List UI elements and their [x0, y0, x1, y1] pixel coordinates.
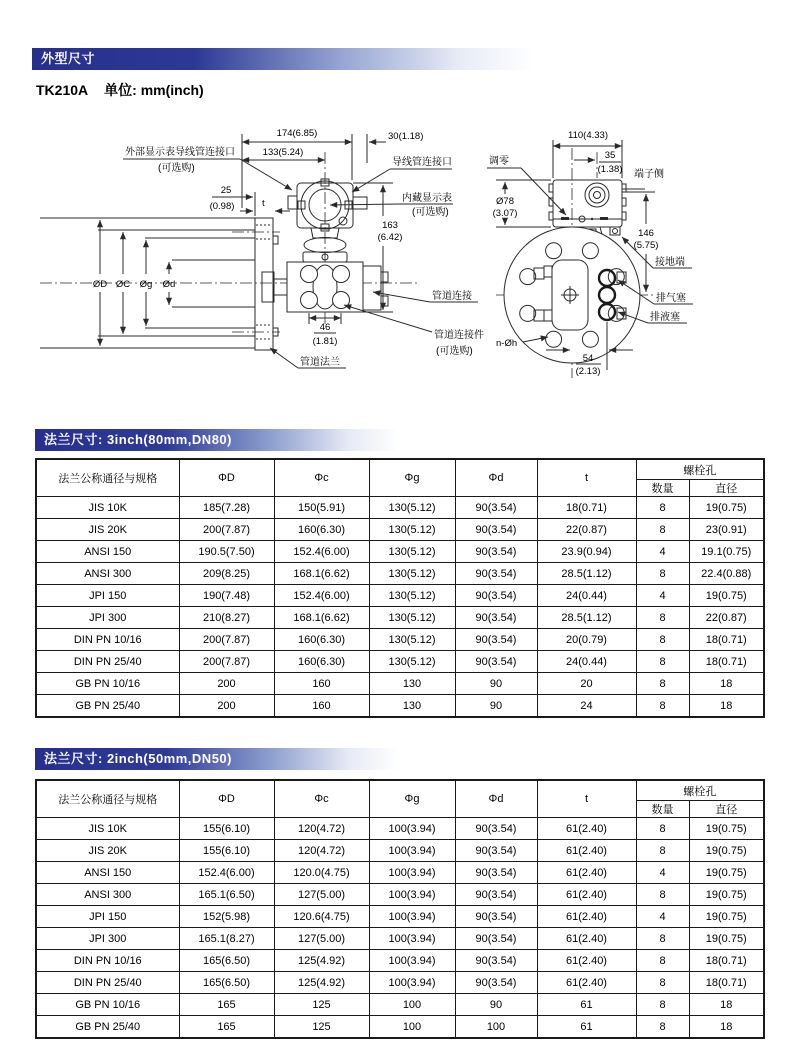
table-cell: 19(0.75) — [689, 906, 764, 928]
table-cell: 90(3.54) — [455, 818, 537, 840]
table-cell: 168.1(6.62) — [274, 607, 369, 629]
table-row — [36, 541, 764, 563]
table-cell: 90(3.54) — [455, 629, 537, 651]
table-cell: 130(5.12) — [369, 651, 455, 673]
table1-title: 法兰尺寸: 3inch(80mm,DN80) — [44, 432, 232, 447]
table-cell: 4 — [636, 585, 689, 607]
table-cell: 120(4.72) — [274, 818, 369, 840]
column-header-c: Φc — [274, 780, 369, 818]
label-internal-display-note: (可选购) — [412, 207, 449, 218]
table-cell: 90 — [455, 673, 537, 695]
table-cell: 8 — [636, 994, 689, 1016]
table-cell: 90(3.54) — [455, 972, 537, 994]
flange-table-2inch — [35, 779, 765, 1039]
label-pipe-connector-note: (可选购) — [436, 346, 473, 357]
table-cell: 61 — [537, 994, 636, 1016]
dim-25-inch-label: (0.98) — [209, 201, 235, 212]
table-cell: GB PN 10/16 — [36, 994, 179, 1016]
table-cell: 100(3.94) — [369, 818, 455, 840]
dim-54-label: 54 — [582, 353, 594, 364]
table-cell: 100(3.94) — [369, 884, 455, 906]
column-header-t: t — [537, 459, 636, 497]
dim-174-label: 174(6.85) — [276, 128, 318, 139]
table-cell: DIN PN 10/16 — [36, 629, 179, 651]
column-header-qty: 数量 — [636, 480, 689, 497]
label-vent-plug: 排气塞 — [656, 293, 686, 304]
table-cell: 185(7.28) — [179, 497, 274, 519]
table-cell: 130(5.12) — [369, 585, 455, 607]
label-pipe-flange: 管道法兰 — [300, 357, 340, 368]
table-cell: 155(6.10) — [179, 818, 274, 840]
column-header-t: t — [537, 780, 636, 818]
table-cell: 165(6.50) — [179, 950, 274, 972]
dia-g-label: Øg — [139, 279, 153, 290]
dim-t-label: t — [262, 198, 265, 209]
table-cell: 125(4.92) — [274, 972, 369, 994]
table-cell: 190.5(7.50) — [179, 541, 274, 563]
table-cell: 19(0.75) — [689, 497, 764, 519]
table2-title-bar — [35, 748, 763, 770]
table-cell: 22.4(0.88) — [689, 563, 764, 585]
table-cell: 8 — [636, 818, 689, 840]
table-cell: 18(0.71) — [537, 497, 636, 519]
table-row — [36, 884, 764, 906]
dim-78-label: Ø78 — [496, 196, 514, 207]
table-row — [36, 585, 764, 607]
table-cell: 160(6.30) — [274, 629, 369, 651]
table-cell: 19(0.75) — [689, 585, 764, 607]
table-row — [36, 673, 764, 695]
table-row — [36, 862, 764, 884]
table-cell: DIN PN 25/40 — [36, 651, 179, 673]
label-drain-plug: 排液塞 — [650, 312, 680, 323]
table-cell: 100 — [455, 1016, 537, 1039]
table-cell: 100(3.94) — [369, 862, 455, 884]
label-external-display: 外部显示表导线管连接口 — [125, 147, 235, 158]
table-row — [36, 972, 764, 994]
table-row — [36, 607, 764, 629]
table-cell: JIS 10K — [36, 818, 179, 840]
dim-110-label: 110(4.33) — [568, 130, 608, 141]
table-cell: 8 — [636, 607, 689, 629]
table-cell: 18(0.71) — [689, 651, 764, 673]
table-cell: 130(5.12) — [369, 563, 455, 585]
table-cell: 20 — [537, 673, 636, 695]
table-cell: 90(3.54) — [455, 906, 537, 928]
table-cell: 90 — [455, 695, 537, 718]
table-cell: 90(3.54) — [455, 862, 537, 884]
table-cell: 100(3.94) — [369, 906, 455, 928]
table-cell: 125(4.92) — [274, 950, 369, 972]
table-cell: 28.5(1.12) — [537, 607, 636, 629]
table-cell: 100(3.94) — [369, 972, 455, 994]
table-cell: JPI 300 — [36, 607, 179, 629]
table-cell: 90(3.54) — [455, 884, 537, 906]
table-cell: GB PN 25/40 — [36, 695, 179, 718]
table-cell: 8 — [636, 695, 689, 718]
label-internal-display: 内藏显示表 — [402, 193, 452, 204]
table-cell: 28.5(1.12) — [537, 563, 636, 585]
table-cell: 18(0.71) — [689, 629, 764, 651]
table-cell: 120.0(4.75) — [274, 862, 369, 884]
table-cell: 150(5.91) — [274, 497, 369, 519]
dim-35-inch-label: (1.38) — [597, 164, 623, 175]
column-header-c: Φc — [274, 459, 369, 497]
table-row — [36, 994, 764, 1016]
table-cell: 200(7.87) — [179, 629, 274, 651]
table-cell: JIS 20K — [36, 840, 179, 862]
table-cell: 24 — [537, 695, 636, 718]
column-header-qty: 数量 — [636, 801, 689, 818]
table-cell: 22(0.87) — [537, 519, 636, 541]
table-cell: 130 — [369, 673, 455, 695]
label-external-display-note: (可选购) — [158, 163, 195, 174]
dim-146-inch-label: (5.75) — [633, 240, 659, 251]
table-row — [36, 906, 764, 928]
dim-78-inch-label: (3.07) — [492, 208, 518, 219]
table2-title: 法兰尺寸: 2inch(50mm,DN50) — [44, 751, 232, 766]
column-header-d: Φd — [455, 780, 537, 818]
table-cell: 209(8.25) — [179, 563, 274, 585]
table-cell: 127(5.00) — [274, 884, 369, 906]
label-zero-adjust: 调零 — [489, 156, 509, 167]
table-cell: 160(6.30) — [274, 519, 369, 541]
column-header-spec: 法兰公称通径与规格 — [36, 459, 179, 497]
dim-35-label: 35 — [604, 150, 616, 161]
table-row — [36, 695, 764, 718]
table-cell: 4 — [636, 541, 689, 563]
table-cell: 19(0.75) — [689, 862, 764, 884]
dim-54-inch-label: (2.13) — [575, 366, 601, 377]
table-row — [36, 818, 764, 840]
table-cell: 165(6.50) — [179, 972, 274, 994]
table-cell: 61(2.40) — [537, 972, 636, 994]
mounting-flange-outline — [504, 227, 640, 363]
table-cell: 130(5.12) — [369, 629, 455, 651]
table-cell: ANSI 150 — [36, 862, 179, 884]
table-cell: 61(2.40) — [537, 950, 636, 972]
table-cell: 61(2.40) — [537, 840, 636, 862]
table-cell: 152(5.98) — [179, 906, 274, 928]
column-header-g: Φg — [369, 780, 455, 818]
table-cell: 90(3.54) — [455, 497, 537, 519]
table-cell: 100(3.94) — [369, 950, 455, 972]
table-cell: 120(4.72) — [274, 840, 369, 862]
table-cell: 61(2.40) — [537, 884, 636, 906]
table-cell: 8 — [636, 884, 689, 906]
table-cell: 160 — [274, 673, 369, 695]
flange-table-3inch — [35, 458, 765, 718]
model-number: TK210A — [36, 82, 89, 98]
dim-46-label: 46 — [319, 322, 331, 333]
table-cell: 210(8.27) — [179, 607, 274, 629]
table-cell: ANSI 300 — [36, 884, 179, 906]
table-cell: 23(0.91) — [689, 519, 764, 541]
column-header-d: Φd — [455, 459, 537, 497]
table-cell: 19(0.75) — [689, 928, 764, 950]
table-cell: 8 — [636, 1016, 689, 1039]
table-cell: 165.1(6.50) — [179, 884, 274, 906]
table-cell: 200 — [179, 695, 274, 718]
table-cell: 200 — [179, 673, 274, 695]
table-cell: 19.1(0.75) — [689, 541, 764, 563]
dim-46-inch-label: (1.81) — [312, 336, 338, 347]
table-row — [36, 1016, 764, 1039]
table-row — [36, 928, 764, 950]
pipe-flange-plate — [255, 218, 278, 350]
table-cell: 200(7.87) — [179, 519, 274, 541]
dim-30-label: 30(1.18) — [388, 131, 424, 142]
table-cell: 8 — [636, 840, 689, 862]
column-header-dia: 直径 — [689, 801, 764, 818]
table-cell: DIN PN 25/40 — [36, 972, 179, 994]
table-row — [36, 497, 764, 519]
table-cell: JPI 150 — [36, 585, 179, 607]
dia-D-label: ØD — [92, 279, 108, 290]
table-cell: 8 — [636, 629, 689, 651]
table-cell: 130(5.12) — [369, 541, 455, 563]
column-header-bolt-holes: 螺栓孔 — [636, 780, 764, 801]
dim-25-label: 25 — [220, 185, 232, 196]
dim-146-label: 146 — [638, 228, 654, 239]
table-cell: 19(0.75) — [689, 818, 764, 840]
table-cell: 90 — [455, 994, 537, 1016]
table-cell: 165 — [179, 994, 274, 1016]
table-cell: 18(0.71) — [689, 950, 764, 972]
table-cell: 23.9(0.94) — [537, 541, 636, 563]
table-cell: 120.6(4.75) — [274, 906, 369, 928]
table-cell: 90(3.54) — [455, 950, 537, 972]
table-cell: 165 — [179, 1016, 274, 1039]
table-cell: 24(0.44) — [537, 585, 636, 607]
dim-163-inch-label: (6.42) — [377, 232, 403, 243]
table-cell: 152.4(6.00) — [274, 541, 369, 563]
table-cell: 90(3.54) — [455, 563, 537, 585]
dim-133-label: 133(5.24) — [262, 147, 304, 158]
column-header-dia: 直径 — [689, 480, 764, 497]
table-cell: 61(2.40) — [537, 928, 636, 950]
table-cell: 18 — [689, 994, 764, 1016]
table-cell: 8 — [636, 497, 689, 519]
column-header-g: Φg — [369, 459, 455, 497]
label-pipe-connector: 管道连接件 — [434, 330, 484, 341]
table-cell: 155(6.10) — [179, 840, 274, 862]
table-cell: 90(3.54) — [455, 519, 537, 541]
unit-label: 单位: mm(inch) — [104, 82, 204, 98]
table-cell: 19(0.75) — [689, 884, 764, 906]
table-cell: ANSI 150 — [36, 541, 179, 563]
table-row — [36, 519, 764, 541]
section-title: 外型尺寸 — [41, 51, 96, 66]
table-cell: 90(3.54) — [455, 541, 537, 563]
table-cell: 168.1(6.62) — [274, 563, 369, 585]
table-cell: 4 — [636, 906, 689, 928]
table-cell: 190(7.48) — [179, 585, 274, 607]
table-cell: 200(7.87) — [179, 651, 274, 673]
table-cell: 24(0.44) — [537, 651, 636, 673]
table-row — [36, 651, 764, 673]
table-cell: 100 — [369, 1016, 455, 1039]
table-cell: 100(3.94) — [369, 928, 455, 950]
table-row — [36, 950, 764, 972]
table-row — [36, 563, 764, 585]
table-row — [36, 840, 764, 862]
table-cell: 127(5.00) — [274, 928, 369, 950]
table-cell: 90(3.54) — [455, 651, 537, 673]
table-cell: 125 — [274, 1016, 369, 1039]
table-cell: 4 — [636, 862, 689, 884]
table-cell: 90(3.54) — [455, 928, 537, 950]
table-cell: 125 — [274, 994, 369, 1016]
label-pipe-connection: 管道连接 — [432, 291, 472, 302]
table-cell: 90(3.54) — [455, 607, 537, 629]
table-cell: 160 — [274, 695, 369, 718]
table-cell: 90(3.54) — [455, 840, 537, 862]
section-header-bar — [32, 48, 770, 70]
table-cell: 165.1(8.27) — [179, 928, 274, 950]
table-cell: 8 — [636, 651, 689, 673]
label-conduit-port: 导线管连接口 — [392, 157, 452, 168]
table-cell: 130 — [369, 695, 455, 718]
table-cell: 22(0.87) — [689, 607, 764, 629]
table-cell: JPI 150 — [36, 906, 179, 928]
table-cell: 8 — [636, 972, 689, 994]
table-cell: 20(0.79) — [537, 629, 636, 651]
table1-title-bar — [35, 429, 763, 451]
column-header-spec: 法兰公称通径与规格 — [36, 780, 179, 818]
table-cell: JIS 10K — [36, 497, 179, 519]
dia-d-label: Ød — [162, 279, 176, 290]
table-cell: 18 — [689, 1016, 764, 1039]
table-cell: 18(0.71) — [689, 972, 764, 994]
dimension-drawing — [0, 108, 800, 408]
table-cell: 61(2.40) — [537, 862, 636, 884]
table-cell: 18 — [689, 673, 764, 695]
table-cell: 160(6.30) — [274, 651, 369, 673]
table-cell: 100(3.94) — [369, 840, 455, 862]
table-cell: 130(5.12) — [369, 607, 455, 629]
label-ground-terminal: 接地端 — [655, 257, 685, 268]
table-cell: 61(2.40) — [537, 818, 636, 840]
column-header-D: ΦD — [179, 780, 274, 818]
table-cell: 18 — [689, 695, 764, 718]
table-cell: GB PN 10/16 — [36, 673, 179, 695]
column-header-D: ΦD — [179, 459, 274, 497]
table-cell: 8 — [636, 563, 689, 585]
table-cell: 8 — [636, 928, 689, 950]
table-cell: JIS 20K — [36, 519, 179, 541]
dim-163-label: 163 — [382, 220, 398, 231]
left-view-drawing — [40, 128, 484, 368]
table-cell: 90(3.54) — [455, 585, 537, 607]
table-cell: 61(2.40) — [537, 906, 636, 928]
left-view-dimension-lines — [100, 134, 393, 346]
table-cell: 130(5.12) — [369, 519, 455, 541]
column-header-bolt-holes: 螺栓孔 — [636, 459, 764, 480]
table-cell: DIN PN 10/16 — [36, 950, 179, 972]
model-line — [36, 80, 204, 100]
table-cell: 8 — [636, 519, 689, 541]
table-cell: 100 — [369, 994, 455, 1016]
table-cell: 19(0.75) — [689, 840, 764, 862]
label-terminal-side: 端子侧 — [634, 169, 664, 180]
table-cell: 152.4(6.00) — [274, 585, 369, 607]
dia-C-label: ØC — [115, 279, 131, 290]
label-bolt-holes: n-Øh — [496, 338, 518, 349]
table-cell: 8 — [636, 673, 689, 695]
table-cell: 61 — [537, 1016, 636, 1039]
table-row — [36, 629, 764, 651]
table-cell: 152.4(6.00) — [179, 862, 274, 884]
table-cell: ANSI 300 — [36, 563, 179, 585]
right-view-drawing — [487, 130, 693, 378]
table-cell: 8 — [636, 950, 689, 972]
table-cell: JPI 300 — [36, 928, 179, 950]
table-cell: 130(5.12) — [369, 497, 455, 519]
table-cell: GB PN 25/40 — [36, 1016, 179, 1039]
